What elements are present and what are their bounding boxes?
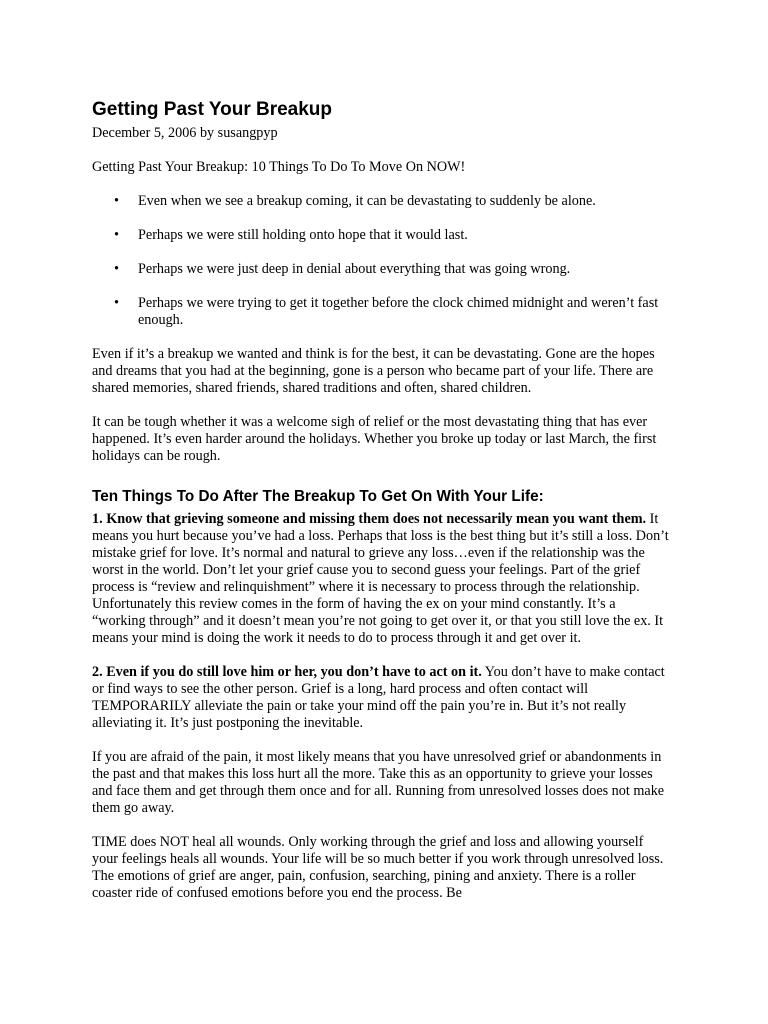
document-page — [92, 98, 672, 919]
numbered-item — [92, 664, 672, 732]
bullet-item — [114, 295, 672, 329]
bullet-icon: • — [114, 261, 119, 277]
intro-paragraph: It can be tough whether it was a welcome sigh of relief or the most devastating thing that has ever happened. It’s even harder around the holidays. Whether you broke up today or last March, the first holidays can be rough. — [92, 414, 657, 464]
bullet-text: Perhaps we were still holding onto hope that it would last. — [138, 227, 468, 243]
numbered-item-lead: 2. Even if you do still love him or her, you don’t have to act on it. — [92, 664, 482, 680]
intro-paragraph: Even if it’s a breakup we wanted and think is for the best, it can be devastating. Gone are the hopes and dreams that you had at the beginning, gone is a person who became part of your life. There are shared memories, shared friends, shared traditions and often, shared children. — [92, 346, 655, 396]
bullet-icon: • — [114, 227, 119, 243]
numbered-item — [92, 511, 672, 647]
article-subtitle: Getting Past Your Breakup: 10 Things To Do To Move On NOW! — [92, 159, 466, 175]
bullet-item — [114, 193, 672, 210]
numbered-item-body: You don’t have to make contact or find ways to see the other person. Grief is a long, hard process and often contact will TEMPORARILY alleviate the pain or take your mind off the pain you’re in. But it’s not really alleviating it. It’s just postponing the inevitable. — [92, 664, 665, 731]
body-paragraph: If you are afraid of the pain, it most likely means that you have unresolved grief or abandonments in the past and that makes this loss hurt all the more. Take this as an opportunity to grieve your losses and face them and get through them once and for all. Running from unresolved losses does not make them go away. — [92, 749, 665, 816]
bullet-item — [114, 227, 672, 244]
article-byline: December 5, 2006 by susangpyp — [92, 125, 278, 141]
bullet-text: Perhaps we were trying to get it together before the clock chimed midnight and weren’t fast enough. — [138, 295, 659, 328]
body-paragraph: TIME does NOT heal all wounds. Only working through the grief and loss and allowing yourself your feelings heals all wounds. Your life will be so much better if you work through unresolved loss. The emotions of grief are anger, pain, confusion, searching, pining and anxiety. There is a roller coaster ride of confused emotions before you end the process. Be — [92, 834, 664, 901]
intro-bullet-list — [92, 193, 672, 329]
numbered-item-lead: 1. Know that grieving someone and missing them does not necessarily mean you want them. — [92, 511, 647, 527]
bullet-icon: • — [114, 295, 119, 311]
numbered-item-body: It means you hurt because you’ve had a loss. Perhaps that loss is the best thing but it’s still a loss. Don’t mistake grief for love. It’s normal and natural to grieve any loss…even if the relationship was the worst in the world. Don’t let your grief cause you to second guess your feelings. Part of the grief process is “review and relinquishment” where it is necessary to process through the relationship. Unfortunately this review comes in the form of having the ex on your mind constantly. It’s a “working through” and it doesn’t mean you’re not going to get over it, or that you still love the ex. It means your mind is doing the work it needs to do to process through it and get over it. — [92, 511, 669, 646]
bullet-text: Perhaps we were just deep in denial about everything that was going wrong. — [138, 261, 571, 277]
section-heading: Ten Things To Do After The Breakup To Get On With Your Life: — [92, 488, 544, 505]
bullet-text: Even when we see a breakup coming, it can be devastating to suddenly be alone. — [138, 193, 596, 209]
bullet-item — [114, 261, 672, 278]
bullet-icon: • — [114, 193, 119, 209]
article-title: Getting Past Your Breakup — [92, 99, 333, 120]
